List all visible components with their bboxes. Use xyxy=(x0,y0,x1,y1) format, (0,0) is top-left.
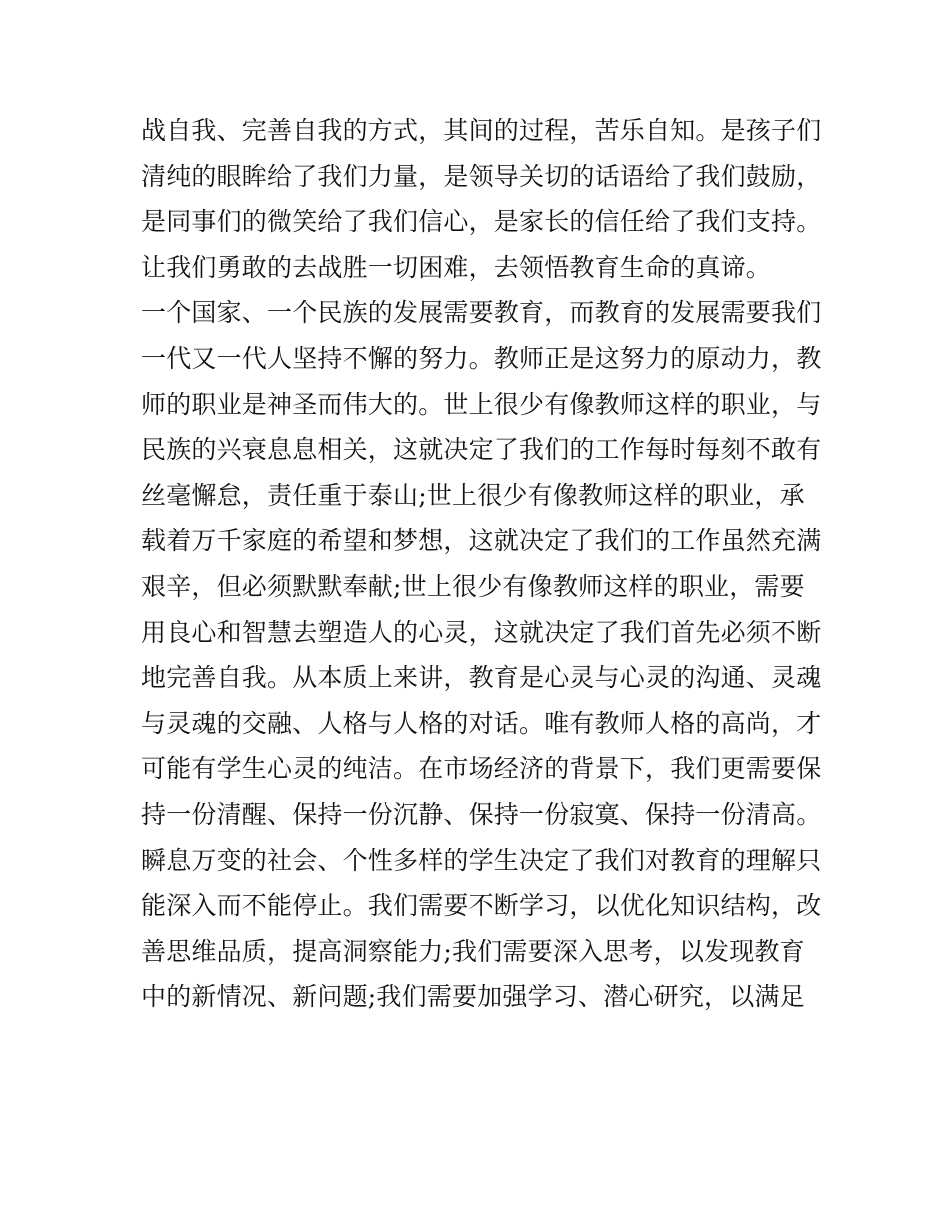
text-line: 是同事们的微笑给了我们信心，是家长的信任给了我们支持。 xyxy=(141,207,822,237)
text-line: 一代又一代人坚持不懈的努力。教师正是这努力的原动力，教 xyxy=(141,343,822,373)
text-line: 一个国家、一个民族的发展需要教育，而教育的发展需要我们 xyxy=(141,298,822,328)
body-text xyxy=(141,108,821,1020)
text-line: 善思维品质，提高洞察能力;我们需要深入思考，以发现教育 xyxy=(141,936,805,966)
text-line: 让我们勇敢的去战胜一切困难，去领悟教育生命的真谛。 xyxy=(141,252,772,282)
text-line: 师的职业是神圣而伟大的。世上很少有像教师这样的职业，与 xyxy=(141,389,822,419)
text-line: 与灵魂的交融、人格与人格的对话。唯有教师人格的高尚，才 xyxy=(141,708,822,738)
text-line: 艰辛，但必须默默奉献;世上很少有像教师这样的职业，需要 xyxy=(141,571,805,601)
text-line: 持一份清醒、保持一份沉静、保持一份寂寞、保持一份清高。 xyxy=(141,799,822,829)
text-line: 载着万千家庭的希望和梦想，这就决定了我们的工作虽然充满 xyxy=(141,526,822,556)
text-line: 能深入而不能停止。我们需要不断学习，以优化知识结构，改 xyxy=(141,891,822,921)
text-line: 战自我、完善自我的方式，其间的过程，苦乐自知。是孩子们 xyxy=(141,116,822,145)
text-line: 中的新情况、新问题;我们需要加强学习、潜心研究，以满足 xyxy=(141,982,805,1012)
text-line: 清纯的眼眸给了我们力量，是领导关切的话语给了我们鼓励， xyxy=(141,161,822,191)
text-line: 民族的兴衰息息相关，这就决定了我们的工作每时每刻不敢有 xyxy=(141,435,822,465)
text-line: 用良心和智慧去塑造人的心灵，这就决定了我们首先必须不断 xyxy=(141,617,822,647)
text-line: 可能有学生心灵的纯洁。在市场经济的背景下，我们更需要保 xyxy=(141,754,822,784)
text-line: 地完善自我。从本质上来讲，教育是心灵与心灵的沟通、灵魂 xyxy=(141,663,822,693)
text-line: 瞬息万变的社会、个性多样的学生决定了我们对教育的理解只 xyxy=(141,845,822,875)
text-line: 丝毫懈怠，责任重于泰山;世上很少有像教师这样的职业，承 xyxy=(141,480,805,510)
